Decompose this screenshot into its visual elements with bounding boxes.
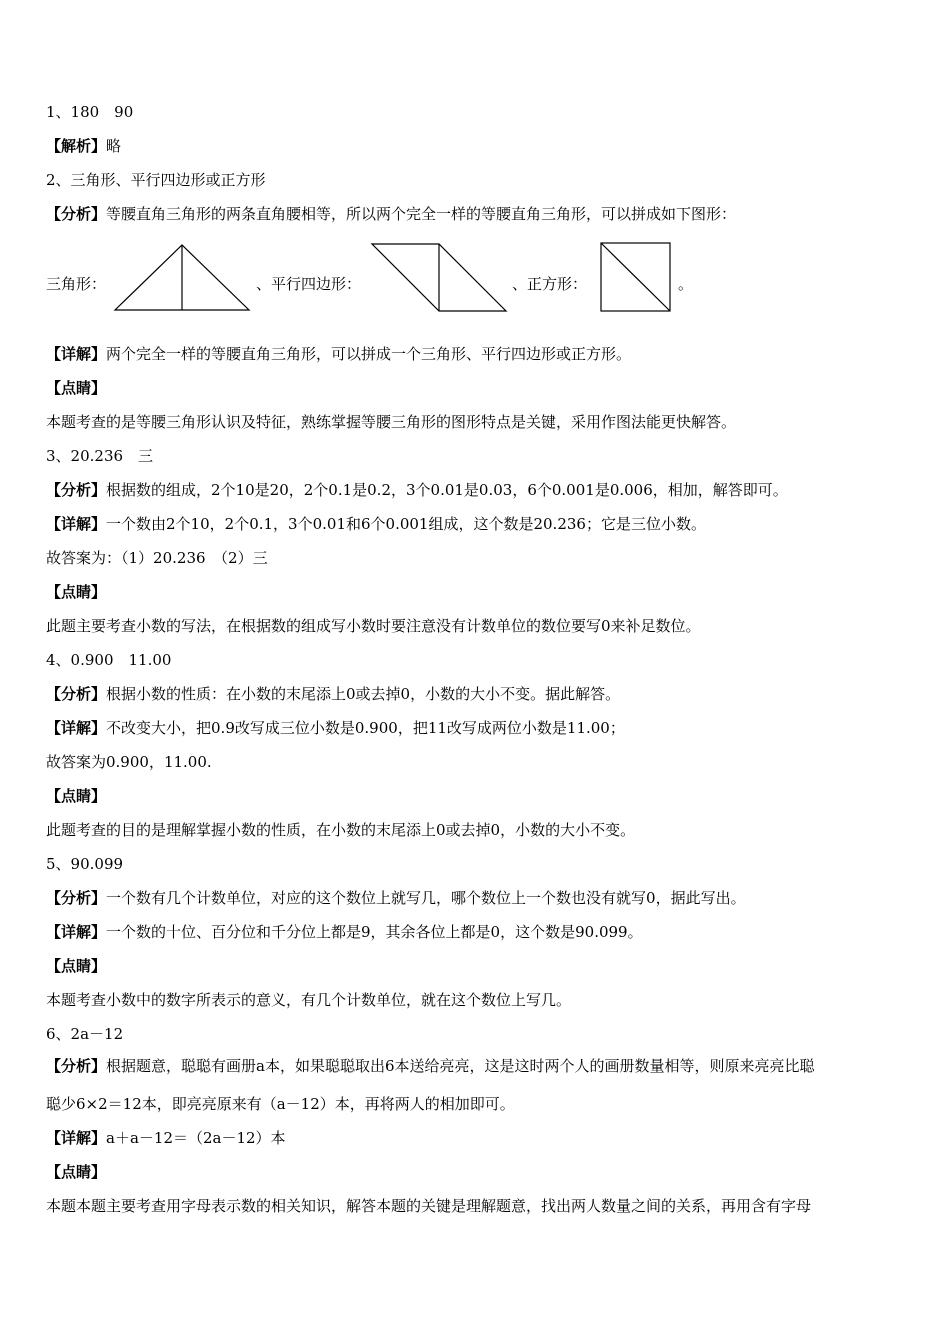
line-text: 故答案为：（1）20.236 （2）三 (46, 549, 268, 567)
line-text: a＋a－12＝（2a－12）本 (106, 1129, 286, 1147)
section-tag: 【详解】 (46, 719, 107, 737)
text-line (46, 480, 788, 500)
text-line (46, 412, 736, 432)
text-line (46, 922, 643, 942)
line-text: 聪少6×2＝12本，即亮亮原来有（a－12）本，再将两人的相加即可。 (46, 1095, 515, 1113)
text-line (46, 650, 171, 670)
line-text: 一个数由2个10，2个0.1，3个0.01和6个0.001组成，这个数是20.236；它是三位小数。 (106, 515, 706, 533)
line-text: 6、2a－12 (46, 1025, 124, 1043)
line-text: 此题主要考查小数的写法，在根据数的组成写小数时要注意没有计数单位的数位要写0来补足数位。 (46, 617, 701, 635)
line-text: 本题考查的是等腰三角形认识及特征，熟练掌握等腰三角形的图形特点是关键，采用作图法能更快解答。 (46, 413, 737, 431)
section-tag: 【详解】 (46, 515, 107, 533)
line-text: 本题考查小数中的数字所表示的意义，有几个计数单位，就在这个数位上写几。 (46, 991, 572, 1009)
text-line (46, 378, 106, 398)
figure-label-square: 、正方形： (512, 275, 588, 293)
text-line (46, 548, 268, 568)
line-text: 根据小数的性质：在小数的末尾添上0或去掉0，小数的大小不变。据此解答。 (106, 685, 621, 703)
line-text: 略 (106, 137, 122, 155)
figure-label-parallelogram: 、平行四边形： (256, 275, 362, 293)
text-line (46, 718, 625, 738)
figure-end-mark: 。 (678, 275, 694, 293)
section-tag: 【分析】 (46, 685, 107, 703)
line-text: 两个完全一样的等腰直角三角形，可以拼成一个三角形、平行四边形或正方形。 (106, 345, 632, 363)
triangle-figure (114, 244, 251, 312)
text-line (46, 1094, 515, 1114)
line-text: 此题考查的目的是理解掌握小数的性质，在小数的末尾添上0或去掉0，小数的大小不变。 (46, 821, 636, 839)
text-line (46, 1196, 811, 1216)
line-text: 一个数的十位、百分位和千分位上都是9，其余各位上都是0，这个数是90.099。 (106, 923, 643, 941)
text-line (46, 446, 153, 466)
section-tag: 【详解】 (46, 923, 107, 941)
section-tag: 【点睛】 (46, 787, 107, 805)
line-text: 2、三角形、平行四边形或正方形 (46, 171, 266, 189)
text-line (46, 582, 106, 602)
figure-label-triangle: 三角形： (46, 275, 107, 293)
text-line (46, 820, 635, 840)
section-tag: 【点睛】 (46, 1163, 107, 1181)
section-tag: 【详解】 (46, 345, 107, 363)
line-text: 等腰直角三角形的两条直角腰相等，所以两个完全一样的等腰直角三角形，可以拼成如下图形： (106, 205, 737, 223)
section-tag: 【分析】 (46, 205, 107, 223)
text-line (46, 170, 266, 190)
section-tag: 【解析】 (46, 137, 107, 155)
section-tag: 【分析】 (46, 889, 107, 907)
text-line (46, 1128, 286, 1148)
text-line (46, 854, 123, 874)
line-text: 本题本题主要考查用字母表示数的相关知识，解答本题的关键是理解题意，找出两人数量之间的关系，再用含有字母 (46, 1197, 812, 1215)
line-text: 4、0.900 11.00 (46, 651, 172, 669)
text-line (46, 684, 620, 704)
line-text: 根据数的组成，2个10是20，2个0.1是0.2，3个0.01是0.03，6个0.001是0.006，相加，解答即可。 (106, 481, 788, 499)
line-text: 1、180 90 (46, 103, 134, 121)
text-line (46, 616, 701, 636)
line-text: 不改变大小，把0.9改写成三位小数是0.900，把11改写成两位小数是11.00； (106, 719, 625, 737)
section-tag: 【点睛】 (46, 379, 107, 397)
text-line (46, 956, 106, 976)
text-line (46, 888, 746, 908)
parallelogram-figure (371, 243, 508, 313)
text-line (46, 786, 106, 806)
text-line (46, 990, 571, 1010)
text-line (46, 514, 706, 534)
text-line (46, 102, 133, 122)
section-tag: 【分析】 (46, 481, 107, 499)
line-text: 3、20.236 三 (46, 447, 154, 465)
section-tag: 【详解】 (46, 1129, 107, 1147)
text-line (46, 1162, 106, 1182)
section-tag: 【点睛】 (46, 583, 107, 601)
text-line (46, 1024, 123, 1044)
text-line (46, 344, 631, 364)
section-tag: 【点睛】 (46, 957, 107, 975)
text-line (46, 204, 736, 224)
line-text: 根据题意，聪聪有画册a本，如果聪聪取出6本送给亮亮，这是这时两个人的画册数量相等，则原来亮亮比聪 (106, 1057, 815, 1075)
text-line (46, 752, 212, 772)
section-tag: 【分析】 (46, 1057, 107, 1075)
square-figure (600, 242, 672, 313)
line-text: 故答案为0.900，11.00. (46, 753, 212, 771)
text-line (46, 1056, 815, 1076)
line-text: 一个数有几个计数单位，对应的这个数位上就写几，哪个数位上一个数也没有就写0，据此写出。 (106, 889, 746, 907)
text-line (46, 136, 121, 156)
line-text: 5、90.099 (46, 855, 124, 873)
